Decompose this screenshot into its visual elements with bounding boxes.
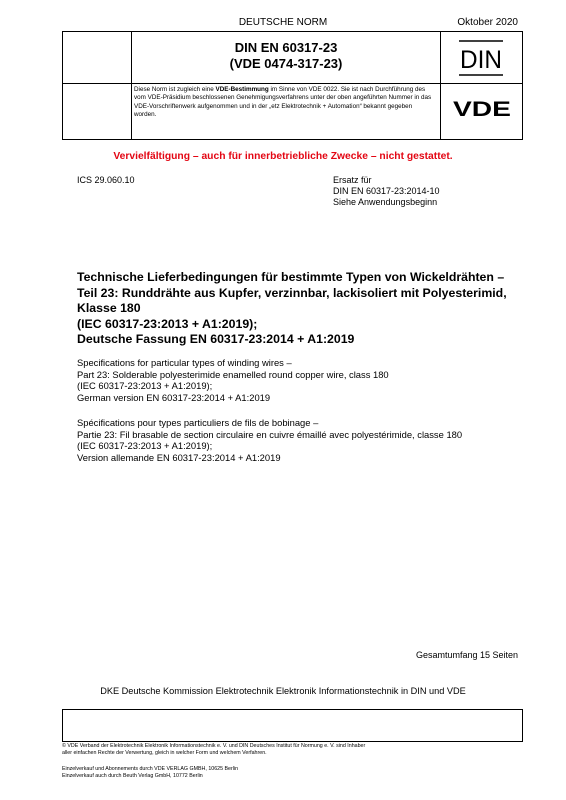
- reproduction-warning: Vervielfältigung – auch für innerbetriebliche Zwecke – nicht gestattet.: [113, 151, 453, 162]
- vde-logo-text: VDE: [453, 98, 511, 120]
- sales-info: [62, 766, 522, 779]
- bottom-box: [62, 709, 523, 742]
- german-title-line: Teil 23: Runddrähte aus Kupfer, verzinnbar, lackisoliert mit Polyesterimid,: [77, 285, 507, 300]
- vde-logo: [451, 98, 513, 120]
- english-title-line: Part 23: Solderable polyesterimide enamelled round copper wire, class 180: [77, 368, 389, 380]
- din-number: DIN EN 60317-23: [234, 40, 338, 55]
- french-title: [77, 417, 527, 463]
- box-divider: [440, 31, 441, 139]
- publication-date: Oktober 2020: [457, 17, 518, 28]
- english-title-line: (IEC 60317-23:2013 + A1:2019);: [77, 380, 213, 391]
- application-note: Siehe Anwendungsbeginn: [333, 197, 438, 207]
- english-title-line: Specifications for particular types of winding wires –: [77, 357, 292, 368]
- french-title-line: (IEC 60317-23:2013 + A1:2019);: [77, 440, 213, 451]
- din-logo: [458, 40, 504, 76]
- french-title-line: Spécifications pour types particuliers de fils de bobinage –: [77, 417, 319, 428]
- english-title: [77, 357, 527, 403]
- replacement-label: Ersatz für: [333, 175, 372, 185]
- german-title-line: (IEC 60317-23:2013 + A1:2019);: [77, 316, 258, 331]
- german-title-line: Deutsche Fassung EN 60317-23:2014 + A1:2019: [77, 332, 355, 346]
- vde-note-part1: Diese Norm ist zugleich eine: [134, 86, 216, 93]
- standard-designation: [132, 40, 440, 72]
- copyright-line: © VDE Verband der Elektrotechnik Elektronik Informationstechnik e. V. und DIN Deutsches Institut für Normung e. V. sind Inhaber: [62, 743, 366, 749]
- vde-note-bold: VDE-Bestimmung: [215, 86, 269, 93]
- norm-type-label: DEUTSCHE NORM: [238, 17, 328, 28]
- sales-line: Einzelverkauf und Abonnements durch VDE VERLAG GMBH, 10625 Berlin: [62, 766, 239, 772]
- din-logo-text: DIN: [460, 46, 502, 74]
- replaced-standard: DIN EN 60317-23:2014-10: [333, 186, 440, 196]
- sales-line: Einzelverkauf auch durch Beuth Verlag GmbH, 10772 Berlin: [62, 772, 203, 779]
- vde-note: [134, 86, 436, 120]
- vde-number: (VDE 0474-317-23): [229, 56, 343, 71]
- total-pages: Gesamtumfang 15 Seiten: [415, 650, 518, 660]
- dke-committee: DKE Deutsche Kommission Elektrotechnik Elektronik Informationstechnik in DIN und VDE: [100, 686, 466, 696]
- ics-code: ICS 29.060.10: [77, 175, 135, 185]
- french-title-line: Version allemande EN 60317-23:2014 + A1:2019: [77, 451, 281, 463]
- replacement-info: [333, 175, 440, 208]
- german-title: [77, 270, 527, 348]
- copyright-line: aller einfachen Rechte der Verwertung, gleich in welcher Form und welchem Verfahren.: [62, 749, 267, 756]
- french-title-line: Partie 23: Fil brasable de section circulaire en cuivre émaillé avec polyestérimide, classe 180: [77, 428, 463, 440]
- copyright-notice: [62, 743, 522, 756]
- vde-note-part2: im Sinne von VDE 0022. Sie ist nach Durchführung des vom VDE-Präsidium beschlossenen Genehmigungsverfahrens unter der oben angeführten Nummer in das VDE-Vorschriftenwerk aufgenommen und in der „etz Elektrotechnik + Automation“ bekannt gegeben worden.: [134, 86, 432, 119]
- english-title-line: German version EN 60317-23:2014 + A1:2019: [77, 391, 271, 403]
- german-title-line: Technische Lieferbedingungen für bestimmte Typen von Wickeldrähten –: [77, 270, 505, 284]
- german-title-line: Klasse 180: [77, 301, 141, 315]
